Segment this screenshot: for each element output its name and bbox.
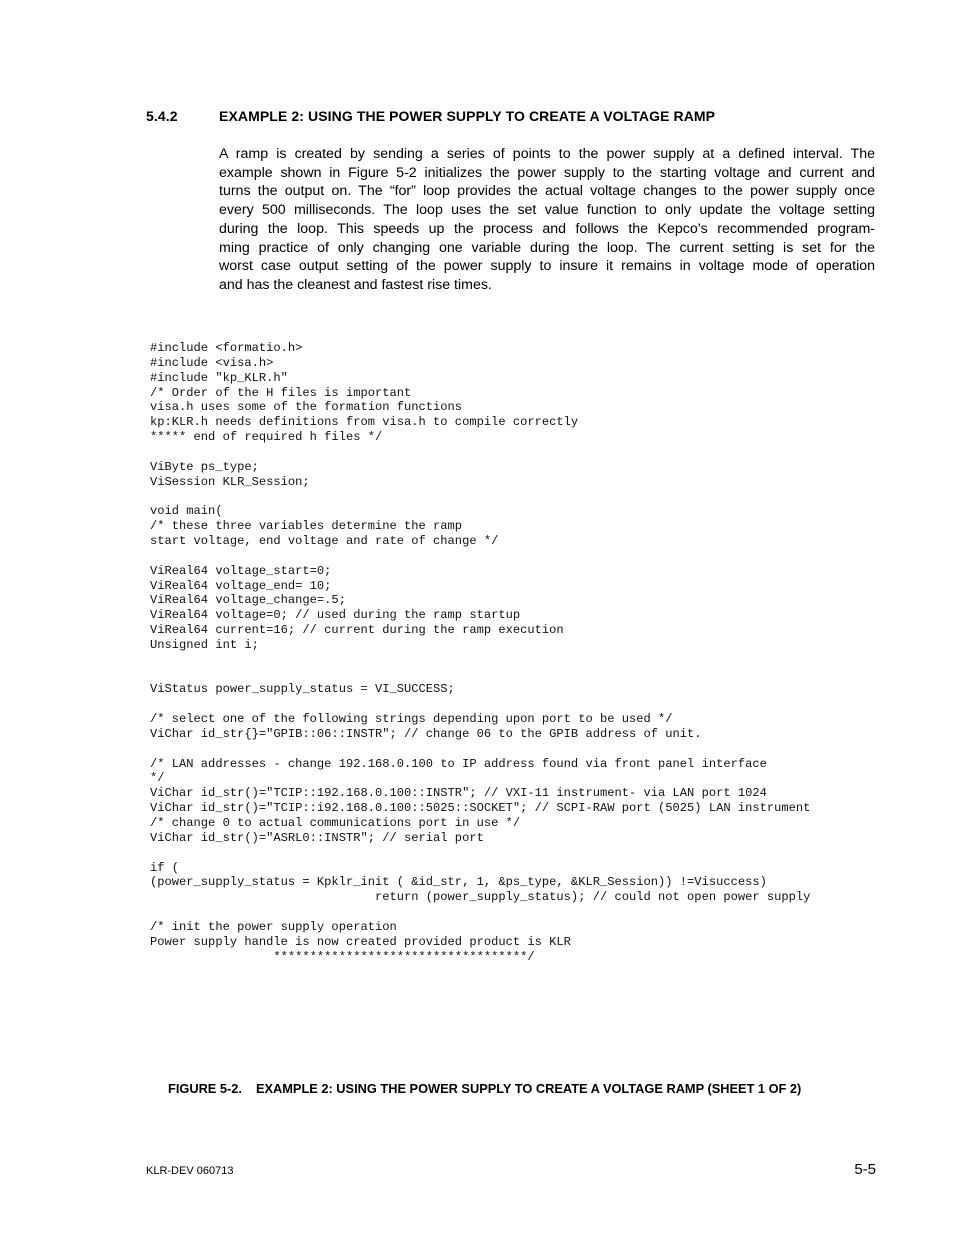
paragraph-line: every 500 milliseconds. The loop uses the set value function to only update the voltage setting [219,202,875,219]
code-line [150,846,810,861]
code-line: /* init the power supply operation [150,919,397,934]
figure-caption-text: EXAMPLE 2: USING THE POWER SUPPLY TO CREATE A VOLTAGE RAMP (SHEET 1 OF 2) [255,1081,802,1096]
code-line: /* these three variables determine the ramp [150,519,463,534]
code-line: Power supply handle is now created provided product is KLR [150,934,571,949]
code-line [150,742,810,757]
code-line: if ( [150,860,180,875]
code-line: start voltage, end voltage and rate of change */ [150,533,499,548]
paragraph-line: and has the cleanest and fastest rise times. [219,276,492,293]
code-line: ViChar id_str()="ASRL0::INSTR"; // serial port [150,830,484,845]
code-line: #include "kp_KLR.h" [150,370,288,385]
code-line [150,668,810,683]
code-line: kp:KLR.h needs definitions from visa.h to compile correctly [150,415,579,430]
code-line: ViReal64 voltage=0; // used during the ramp startup [150,608,521,623]
section-title: EXAMPLE 2: USING THE POWER SUPPLY TO CREATE A VOLTAGE RAMP [219,108,716,124]
paragraph-line: turns the output on. The “for” loop provides the actual voltage changes to the power supply once [219,183,875,200]
paragraph-line: ming practice of only changing one variable during the loop. The current setting is set for the [219,239,875,256]
code-line: ViReal64 voltage_end= 10; [150,578,332,593]
code-line: /* LAN addresses - change 192.168.0.100 to IP address found via front panel interface [150,756,767,771]
code-line: ***********************************/ [150,949,535,964]
figure-number: FIGURE 5-2. [168,1081,242,1096]
section-number: 5.4.2 [146,108,178,124]
code-line [150,905,810,920]
code-line: ViSession KLR_Session; [150,474,310,489]
paragraph-line: A ramp is created by sending a series of points to the power supply at a defined interval. The [219,146,875,162]
section-heading [146,108,715,124]
code-line: */ [150,771,165,786]
code-line [150,489,810,504]
intro-paragraph [219,145,875,295]
code-line: ViChar id_str()="TCIP::192.168.0.100::INSTR"; // VXI-11 instrument- via LAN port 1024 [150,786,767,801]
code-line: (power_supply_status = Kpklr_init ( &id_str, 1, &ps_type, &KLR_Session)) !=Visuccess) [150,875,767,890]
footer-page-number: 5-5 [854,1161,876,1178]
code-line: #include <visa.h> [150,355,274,370]
code-line: ViReal64 current=16; // current during the ramp execution [150,623,564,638]
code-line: ViStatus power_supply_status = VI_SUCCESS; [150,682,455,697]
paragraph-line: during the loop. This speeds up the process and follows the Kepco’s recommended program- [219,220,875,237]
code-line: ViReal64 voltage_change=.5; [150,593,346,608]
code-line: void main( [150,504,223,519]
figure-caption [168,1081,801,1096]
code-line: ViChar id_str{}="GPIB::06::INSTR"; // change 06 to the GPIB address of unit. [150,726,702,741]
code-line: visa.h uses some of the formation functions [150,400,463,415]
code-line: ViChar id_str()="TCIP::i92.168.0.100::5025::SOCKET"; // SCPI-RAW port (5025) LAN instrument [150,801,811,816]
code-line: ViReal64 voltage_start=0; [150,563,332,578]
code-listing [150,341,810,964]
code-line [150,549,810,564]
code-line: /* Order of the H files is important [150,385,412,400]
footer-doc-id: KLR-DEV 060713 [146,1165,234,1177]
code-line: #include <formatio.h> [150,341,303,355]
code-line: /* select one of the following strings depending upon port to be used */ [150,712,673,727]
paragraph-line: example shown in Figure 5-2 initializes the power supply to the starting voltage and current and [219,164,875,181]
code-line: /* change 0 to actual communications port in use */ [150,816,521,830]
code-line: ***** end of required h files */ [150,430,383,445]
code-line [150,697,810,712]
code-line: return (power_supply_status); // could not open power supply [150,890,811,905]
code-line: ViByte ps_type; [150,459,259,474]
code-line [150,445,810,460]
paragraph-line: worst case output setting of the power supply to insure it remains in voltage mode of operation [219,258,875,275]
code-line: Unsigned int i; [150,637,259,652]
code-line [150,653,810,668]
